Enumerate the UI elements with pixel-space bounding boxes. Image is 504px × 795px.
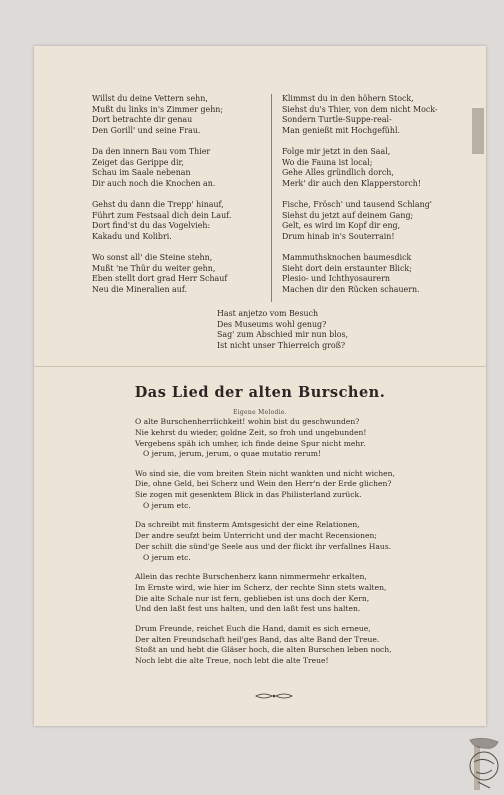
poem-line: Machen dir den Rücken schauern. — [282, 284, 420, 294]
poem-line: Siehst du jetzt auf deinem Gang; — [282, 210, 414, 220]
song-melody-note: Eigene Melodie. — [233, 409, 287, 416]
poem-line: Dir auch noch die Knochen an. — [92, 178, 216, 188]
poem-line: Wo sonst all' die Steine stehn, — [92, 252, 213, 262]
song-line: Der alten Freundschaft heil'ges Band, das alte Band der Treue. — [135, 634, 380, 644]
poem-line: Da den innern Bau vom Thier — [92, 146, 211, 156]
poem-line: Folge mir jetzt in den Saal, — [282, 146, 391, 156]
poem-line: Gelt, es wird im Kopf dir eng, — [282, 221, 401, 231]
poem-stanza — [282, 147, 438, 189]
poem-left-column — [92, 94, 231, 306]
song-stanza — [135, 572, 395, 615]
song-line: Die, ohne Geld, bei Scherz und Wein den Herr'n der Erde glichen? — [135, 479, 392, 489]
song-stanza — [135, 417, 395, 460]
ornament-divider — [254, 691, 294, 701]
poem-line: Zeiget das Gerippe dir, — [92, 157, 184, 167]
poem-stanza — [282, 94, 438, 136]
poem-line: Plesio- und Ichthyosaurern — [282, 274, 390, 284]
poem-line: Mußt du links in's Zimmer gehn; — [92, 104, 224, 114]
poem-line: Willst du deine Vettern sehn, — [92, 94, 208, 103]
song-refrain: O jerum, jerum, jerum, o quae mutatio rerum! — [143, 449, 322, 459]
poem-stanza — [92, 200, 231, 242]
poem-line: Schau im Saale nebenan — [92, 168, 191, 178]
song-title: Das Lied der alten Burschen. — [134, 384, 386, 401]
library-stamp-seal — [464, 736, 504, 790]
song-line: Der schilt die sünd'ge Seele aus und der flickt ihr verfallnes Haus. — [135, 541, 392, 551]
poem-line: Neu die Mineralien auf. — [92, 284, 187, 294]
poem-line: Gehe Alles gründlich dorch, — [282, 168, 394, 178]
poem-line: Drum hinab in's Souterrain! — [282, 231, 395, 241]
song-line: Die alte Schale nur ist fern, geblieben ist uns doch der Kern, — [135, 593, 370, 603]
poem-line: Ist nicht unser Thierreich groß? — [217, 340, 346, 350]
song-line: Der andre seufzt beim Unterricht und der macht Recensionen; — [135, 531, 377, 541]
poem-stanza — [92, 94, 231, 136]
poem-line: Des Museums wohl genug? — [217, 319, 327, 329]
poem-line: Gehst du dann die Trepp' hinauf, — [92, 199, 224, 209]
poem-stanza — [92, 253, 231, 295]
song-line: Noch lebt die alte Treue, noch lebt die alte Treue! — [135, 656, 329, 666]
song-line: Vergebens späh ich umher, ich finde deine Spur nicht mehr. — [135, 438, 366, 448]
song-refrain: O jerum etc. — [143, 501, 191, 511]
song-line: Drum Freunde, reichet Euch die Hand, damit es sich erneue, — [135, 623, 371, 633]
document-page — [34, 46, 486, 726]
poem-line: Führt zum Festsaal dich dein Lauf. — [92, 210, 232, 220]
song-line: O alte Burschenherrlichkeit! wohin bist du geschwunden? — [135, 417, 360, 426]
poem-line: Merk' dir auch den Klapperstorch! — [282, 178, 422, 188]
poem-line: Wo die Fauna ist local; — [282, 157, 373, 167]
poem-line: Eben stellt dort grad Herr Schauf — [92, 274, 228, 284]
page-fold-crease — [34, 366, 486, 367]
poem-line: Dort betrachte dir genau — [92, 115, 193, 125]
song-body — [135, 417, 395, 675]
song-line: Wo sind sie, die vom breiten Stein nicht wankten und nicht wichen, — [135, 468, 395, 478]
poem-stanza — [282, 253, 438, 295]
song-line: Stoßt an und hebt die Gläser hoch, die alten Burschen leben noch, — [135, 645, 392, 655]
poem-line: Siehst du's Thier, von dem nicht Mock- — [282, 104, 438, 114]
song-stanza — [135, 624, 395, 667]
song-stanza — [135, 520, 395, 563]
poem-stanza — [282, 200, 438, 242]
poem-line: Dort find'st du das Vogelvieh: — [92, 221, 211, 231]
poem-right-column — [282, 94, 438, 306]
song-refrain: O jerum etc. — [143, 552, 191, 562]
poem-line: Man genießt mit Hochgefühl. — [282, 125, 400, 135]
poem-line: Sag' zum Abschied mir nun blos, — [217, 330, 349, 340]
poem-line: Mammuthsknochen baumesdick — [282, 252, 412, 262]
song-line: Sie zogen mit gesenktem Blick in das Philisterland zurück. — [135, 490, 362, 500]
poem-line: Den Gorill' und seine Frau. — [92, 125, 201, 135]
poem-envoi — [217, 309, 348, 351]
column-divider — [271, 94, 272, 302]
poem-line: Hast anjetzo vom Besuch — [217, 309, 319, 318]
song-line: Und den laßt fest uns halten, und den laßt fest uns halten. — [135, 604, 361, 614]
edge-strip — [472, 108, 484, 154]
poem-stanza — [92, 147, 231, 189]
song-line: Im Ernste wird, wie hier im Scherz, der rechte Sinn stets walten, — [135, 582, 387, 592]
poem-line: Klimmst du in den höhern Stock, — [282, 94, 414, 103]
poem-line: Fische, Frösch' und tausend Schlang' — [282, 199, 432, 209]
poem-line: Sieht dort dein erstaunter Blick; — [282, 263, 412, 273]
song-line: Da schreibt mit finsterm Amtsgesicht der eine Relationen, — [135, 520, 360, 530]
song-line: Allein das rechte Burschenherz kann nimmermehr erkalten, — [135, 572, 367, 582]
poem-line: Sondern Turtle-Suppe-real- — [282, 115, 392, 125]
poem-line: Mußt 'ne Thür du weiter gehn, — [92, 263, 216, 273]
song-line: Nie kehrst du wieder, goldne Zeit, so froh und ungebunden! — [135, 427, 367, 437]
poem-line: Kakadu und Kolibri. — [92, 231, 172, 241]
song-stanza — [135, 469, 395, 512]
